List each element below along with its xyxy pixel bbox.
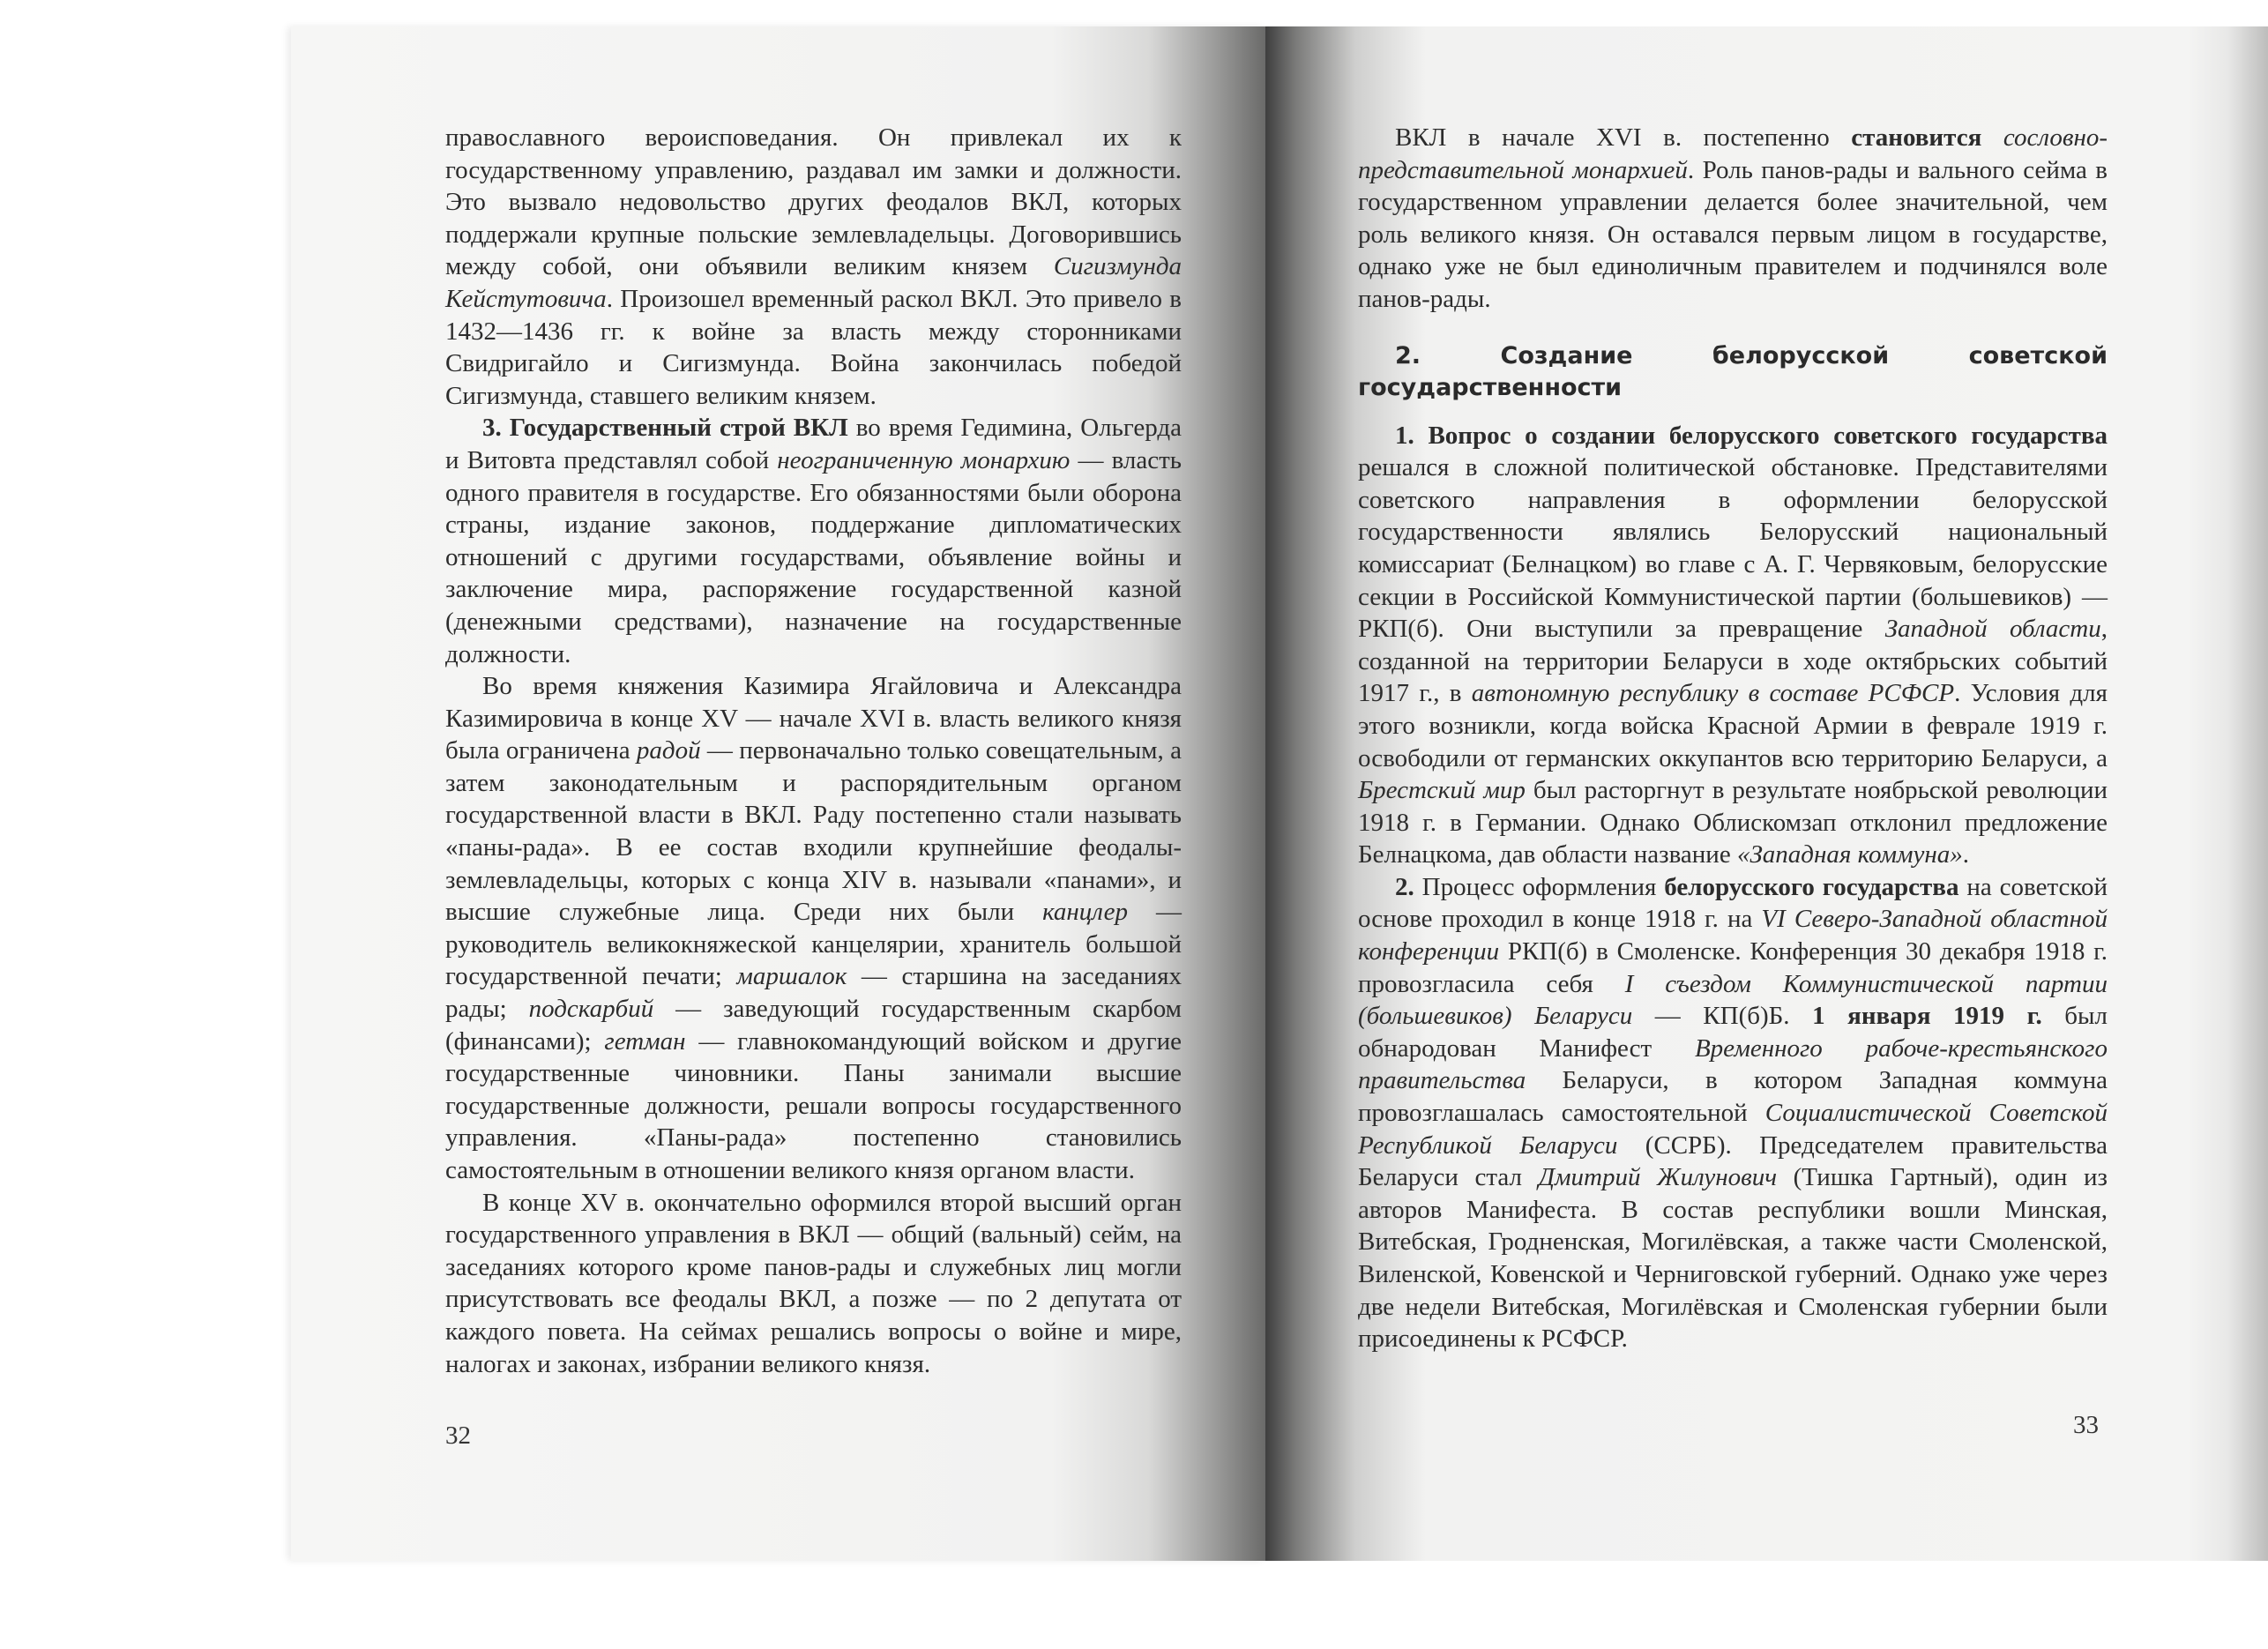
text-run: на советской основе проходил в конце 1918 г. на xyxy=(1358,872,2108,934)
italic-text: «Западная коммуна» xyxy=(1736,840,1963,869)
italic-text: автономную республику в составе РСФСР xyxy=(1471,679,1955,708)
right-page-paragraphs-top xyxy=(1358,122,2108,316)
paragraph xyxy=(1358,420,2108,871)
paragraph xyxy=(1358,122,2108,316)
text-run: был расторгнут в результате ноябрьской революции 1918 г. в Германии. Однако Облискомзап отклонил предложение Белнацкома, дав области название xyxy=(1358,776,2108,869)
italic-text: неограниченную монархию xyxy=(777,445,1071,474)
italic-text: Дмитрий Жилунович xyxy=(1538,1163,1778,1192)
text-run: . Роль панов-рады и вального сейма в государственном управлении делается более значительной, чем роль великого князя. Он оставался первым лицом в государстве, однако уже не был единоличным правителем и подчинялся воле панов-рады. xyxy=(1358,155,2108,313)
paragraph xyxy=(445,1187,1182,1381)
paragraph xyxy=(445,670,1182,1187)
left-page xyxy=(291,26,1265,1561)
bold-text: белорусского государства xyxy=(1664,872,1959,901)
text-run: В конце XV в. окончательно оформился второй высший орган государственного управления в ВКЛ — общий (вальный) сейм, на заседаниях которого кроме панов-рады и служебных лиц могли присутствовать все феодалы ВКЛ, а позже — по 2 депутата от каждого повета. На сеймах решались вопросы о войне и мире, налогах и законах, избрании великого князя. xyxy=(445,1188,1182,1378)
text-run: Процесс оформления xyxy=(1414,872,1665,901)
italic-text: Брестский мир xyxy=(1358,776,1526,805)
text-run: , созданной на территории Беларуси в ходе октябрьских событий 1917 г., в xyxy=(1358,615,2108,708)
italic-text: I съездом Коммунистической партии (большевиков) Беларуси xyxy=(1358,969,2108,1031)
paragraph xyxy=(445,412,1182,670)
text-run: Во время княжения Казимира Ягайловича и Александра Казимировича в конце XV — начале XVI в. власть великого князя была ограничена xyxy=(445,672,1182,765)
right-page-text xyxy=(1358,122,2108,1355)
italic-text: Сигизмунда Кейстутовича xyxy=(445,252,1182,313)
italic-text: подскарбий xyxy=(528,995,654,1024)
text-run: — КП(б)Б. xyxy=(1632,1002,1813,1031)
paragraph xyxy=(445,122,1182,412)
text-run: — заведующий государственным скарбом (финансами); xyxy=(445,995,1182,1056)
text-run xyxy=(1981,123,2003,152)
text-run: решался в сложной политической обстановке. Представителями советского направления в оформлении белорусской государственности являлись Белорусский национальный комиссариат (Белнацком) во главе с А. Г. Червяковым, белорусские секции в Российской Коммунистической партии (большевиков) — РКП(б). Они выступили за превращение xyxy=(1358,453,2108,644)
text-run: — главнокомандующий войском и другие государственные чиновники. Паны занимали высшие государственные должности, решали вопросы государственного управления. «Паны-рада» постепенно становились самостоятельным в отношении великого князя органом власти. xyxy=(445,1026,1182,1184)
text-run: — первоначально только совещательным, а затем законодательным и распорядительным органом государственной власти в ВКЛ. Раду постепенно стали называть «паны-рада». В ее состав входили крупнейшие феодалы-землевладельцы, которых с конца XIV в. называли «панами», и высшие служебные лица. Среди них были xyxy=(445,736,1182,927)
italic-text: Социалистической Советской Республикой Беларуси xyxy=(1358,1099,2108,1160)
page-number-left: 32 xyxy=(445,1421,471,1450)
bold-text: 2. xyxy=(1395,872,1414,901)
text-run: . Условия для этого возникли, когда войска Красной Армии в феврале 1919 г. освободили от германских оккупантов всю территорию Беларуси, а xyxy=(1358,679,2108,772)
text-run: — старшина на заседаниях рады; xyxy=(445,962,1182,1024)
paragraph xyxy=(1358,871,2108,1355)
italic-text: радой xyxy=(636,736,701,765)
text-run: во время Гедимина, Ольгерда и Витовта представлял собой xyxy=(445,414,1182,474)
bold-text: 1 января 1919 г. xyxy=(1812,1002,2042,1031)
text-run: . Произошел временный раскол ВКЛ. Это привело в 1432—1436 гг. к войне за власть между сторонниками Свидригайло и Сигизмунда. Война закончилась победой Сигизмунда, ставшего великим князем. xyxy=(445,284,1182,410)
italic-text: VI Северо-Западной областной конференции xyxy=(1358,905,2108,966)
italic-text: гетман xyxy=(604,1026,686,1056)
right-page-paragraphs-main xyxy=(1358,420,2108,1355)
text-run: был обнародован Манифест xyxy=(1358,1002,2108,1063)
text-run: РКП(б) в Смоленске. Конференция 30 декабря 1918 г. провозгласила себя xyxy=(1358,937,2108,998)
page-number-right: 33 xyxy=(2073,1411,2099,1439)
italic-text: маршалок xyxy=(736,962,847,991)
section-heading: 2. Создание белорусской советской государственности xyxy=(1358,341,2108,401)
italic-text: сословно-представительной монархией xyxy=(1358,123,2108,184)
text-run: — руководитель великокняжеской канцелярии, хранитель большой государственной печати; xyxy=(445,898,1182,991)
text-run: . xyxy=(1962,840,1969,869)
text-run: (ССРБ). Председателем правительства Беларуси стал xyxy=(1358,1130,2108,1192)
bold-text: становится xyxy=(1851,123,1982,152)
text-run: (Тишка Гартный), один из авторов Манифеста. В состав республики вошли Минская, Витебская, Гродненская, Могилёвская, а также части Смоленской, Виленской, Ковенской и Черниговской губерний. Однако уже через две недели Витебская, Могилёвская и Смоленская губернии были присоединены к РСФСР. xyxy=(1358,1163,2108,1354)
text-run: — власть одного правителя в государстве. Его обязанностями были оборона страны, издание законов, поддержание дипломатических отношений с другими государствами, объявление войны и заключение мира, распоряжение государственной казной (денежными средствами), назначение на государственные должности. xyxy=(445,445,1182,668)
text-run: православного вероисповедания. Он привлекал их к государственному управлению, раздавал им замки и должности. Это вызвало недовольство других феодалов ВКЛ, которых поддержали крупные польские землевладельцы. Договорившись между собой, они объявили великим князем xyxy=(445,123,1182,281)
left-page-text xyxy=(445,122,1182,1380)
italic-text: Временного рабоче-крестьянского правительства xyxy=(1358,1033,2108,1095)
bold-text: 1. Вопрос о создании белорусского советского государства xyxy=(1395,421,2108,450)
right-page xyxy=(1265,26,2268,1561)
bold-text: 3. Государственный строй ВКЛ xyxy=(482,414,848,443)
italic-text: Западной области xyxy=(1884,615,2101,644)
text-run: ВКЛ в начале XVI в. постепенно xyxy=(1395,123,1852,152)
text-run: Беларуси, в котором Западная коммуна провозглашалась самостоятельной xyxy=(1358,1066,2108,1128)
italic-text: канцлер xyxy=(1042,898,1129,927)
